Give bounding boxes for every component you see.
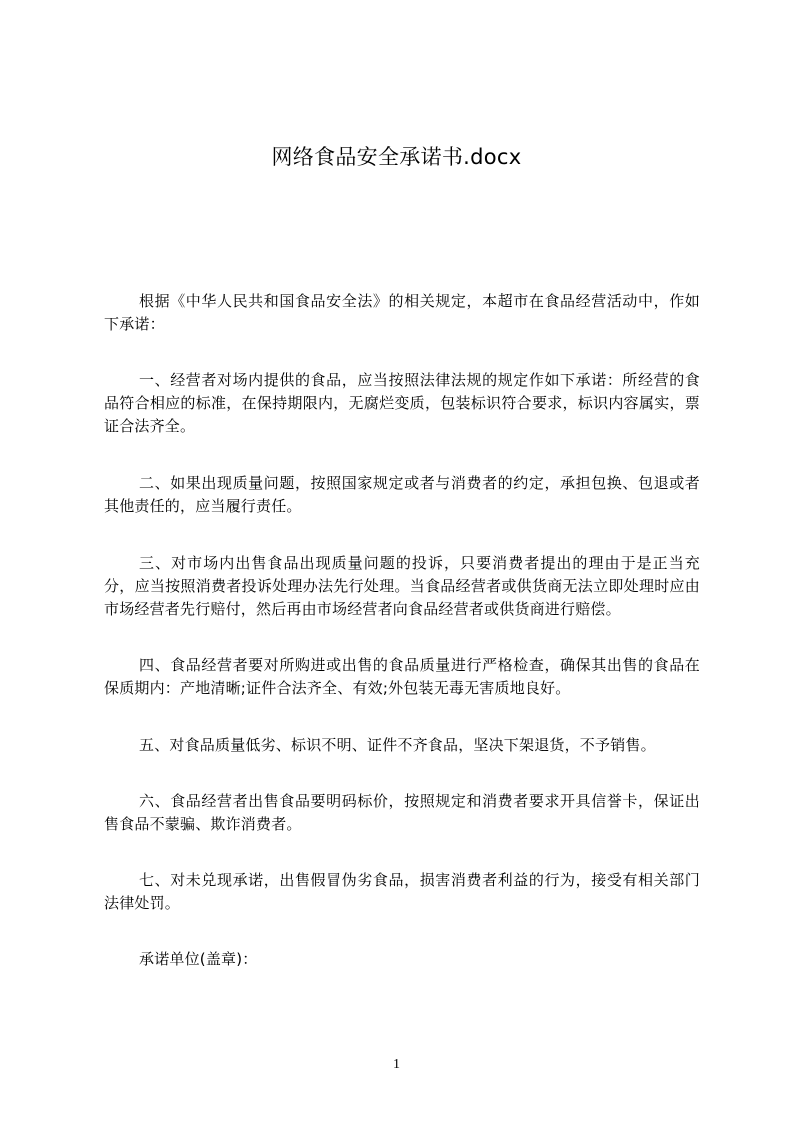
document-body [104,290,700,1004]
commitment-paragraph-6: 六、食品经营者出售食品要明码标价，按照规定和消费者要求开具信誉卡，保证出售食品不蒙骗、欺诈消费者。 [104,792,700,833]
commitment-paragraph-1: 一、经营者对场内提供的食品，应当按照法律法规的规定作如下承诺：所经营的食品符合相应的标准，在保持期限内，无腐烂变质，包装标识符合要求，标识内容属实，票证合法齐全。 [104,371,700,435]
commitment-paragraph-3: 三、对市场内出售食品出现质量问题的投诉，只要消费者提出的理由于是正当充分，应当按照消费者投诉处理办法先行处理。当食品经营者或供货商无法立即处理时应由市场经营者先行赔付，然后再由市场经营者向食品经营者或供货商进行赔偿。 [104,554,700,618]
intro-paragraph: 根据《中华人民共和国食品安全法》的相关规定，本超市在食品经营活动中，作如下承诺： [104,292,700,333]
commitment-paragraph-5: 五、对食品质量低劣、标识不明、证件不齐食品，坚决下架退货，不予销售。 [139,736,656,754]
commitment-paragraph-4: 四、食品经营者要对所购进或出售的食品质量进行严格检查，确保其出售的食品在保质期内：产地清晰;证件合法齐全、有效;外包装无毒无害质地良好。 [104,656,700,697]
signature-line: 承诺单位(盖章)： [139,950,258,968]
document-title: 网络食品安全承诺书.docx [271,145,522,169]
page-number: 1 [393,1057,400,1072]
commitment-paragraph-2: 二、如果出现质量问题，按照国家规定或者与消费者的约定，承担包换、包退或者其他责任的，应当履行责任。 [104,474,700,515]
commitment-paragraph-7: 七、对未兑现承诺，出售假冒伪劣食品，损害消费者利益的行为，接受有相关部门法律处罚。 [104,871,700,912]
